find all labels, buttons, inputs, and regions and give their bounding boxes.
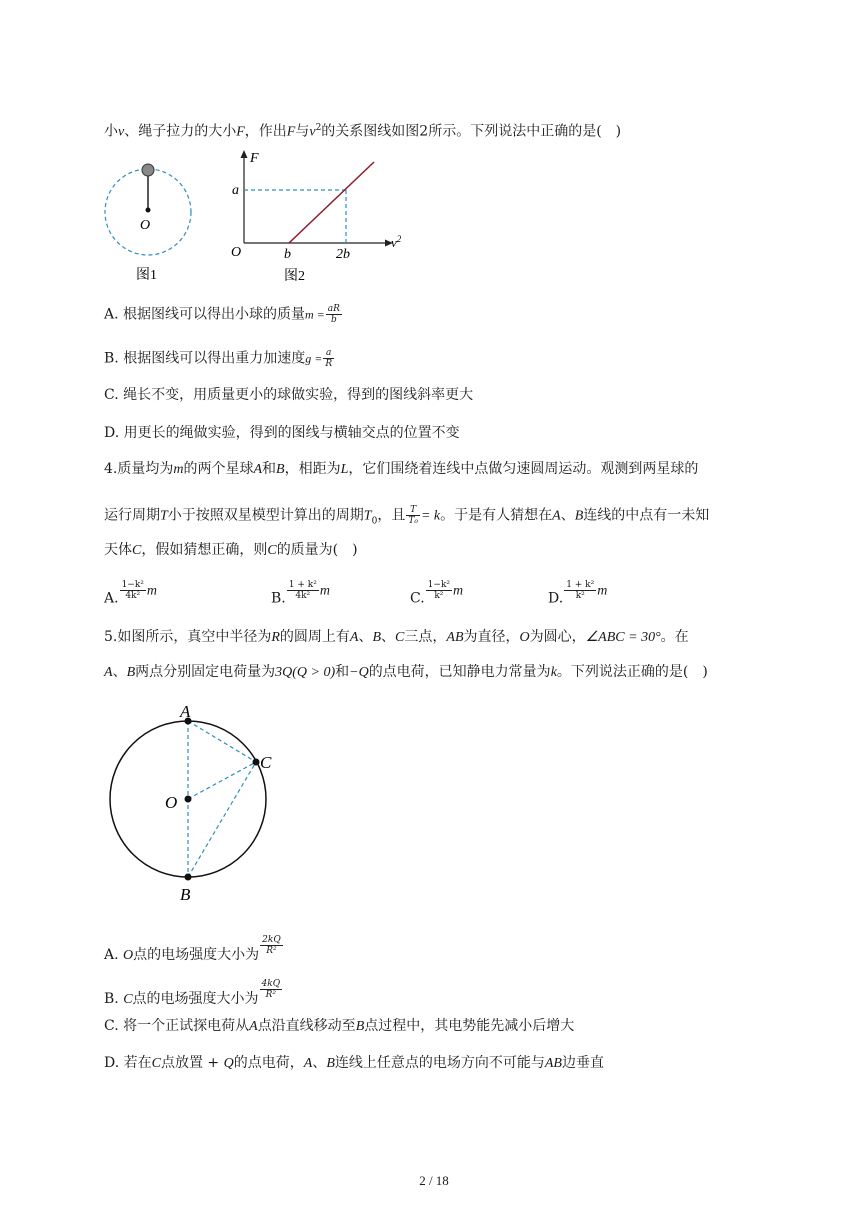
fig2-2b-label: 2b <box>336 247 350 262</box>
fig1-center-label: O <box>140 218 151 233</box>
fig2-origin: O <box>231 245 242 260</box>
fig2-x-label: $v^2$ <box>391 234 402 250</box>
fig2-b-label: b <box>284 247 291 262</box>
q4-option-c[interactable]: C. $\frac{\text{1−k²}}{\text{k²}}$ m <box>410 580 464 607</box>
fig1-center-dot <box>146 208 151 213</box>
fig2-y-arrow <box>241 150 248 158</box>
fig2-y-label: F <box>250 151 259 166</box>
q5-option-d[interactable]: D. 若在C点放置 + Q的点电荷，A、B连线上任意点的电场方向不可能与AB边垂直 <box>104 1055 604 1071</box>
q5-stem-line1: 5.如图所示，真空中半径为R的圆周上有A、B、C三点，AB为直径，O为圆心，∠ABC = 30°。在 <box>104 629 689 645</box>
q5-line-bc <box>188 762 256 877</box>
fig2-graph-line <box>289 162 374 243</box>
q5-label-o: O <box>165 793 178 812</box>
fig1-ball <box>142 164 154 176</box>
q3-intro-line: 小v、绳子拉力的大小F，作出F与$v^2$的关系图线如图2所示。下列说法中正确的是( ) <box>104 123 622 140</box>
q3-option-d[interactable]: D. 用更长的绳做实验，得到的图线与横轴交点的位置不变 <box>104 425 460 441</box>
fig2-a-label: a <box>232 183 239 198</box>
q5-circle-figure <box>100 700 300 910</box>
q4-option-a[interactable]: A. $\frac{\text{1−k²}}{\text{4k²}}$ m <box>104 580 158 607</box>
q5-line-oc <box>188 762 256 799</box>
fig2-caption: 图2 <box>284 269 305 284</box>
q5-label-a: A <box>180 702 191 721</box>
q5-line-ac <box>188 721 256 762</box>
q5-option-a[interactable]: A. O点的电场强度大小为 $\frac{2kQ}{\text{R²}}$ <box>104 935 281 963</box>
q5-stem-line2: A、B两点分别固定电荷量为3Q(Q > 0)和−Q的点电荷，已知静电力常量为k。下列说法正确的是( ) <box>104 664 708 680</box>
q3-option-b[interactable]: B. 根据图线可以得出重力加速度g = $\frac{a}{R}$ <box>104 348 333 369</box>
q5-label-b: B <box>180 885 191 904</box>
page-number: 2 / 18 <box>419 1173 449 1188</box>
q4-stem-line3: 天体C，假如猜想正确，则C的质量为( ) <box>104 542 358 558</box>
q3-option-a[interactable]: A. 根据图线可以得出小球的质量m = $\frac{aR}{b}$ <box>104 304 340 325</box>
q5-point-b <box>185 874 192 881</box>
q5-option-c[interactable]: C. 将一个正试探电荷从A点沿直线移动至B点过程中，其电势能先减小后增大 <box>104 1018 575 1034</box>
q4-option-d[interactable]: D. $\frac{\text{1 + k²}}{\text{k²}}$ m <box>548 580 608 607</box>
figure-2 <box>226 146 416 286</box>
figure-1 <box>98 160 208 280</box>
q5-point-o <box>185 796 192 803</box>
q4-stem-line2: 运行周期T小于按照双星模型计算出的周期$T_0$，且 $\frac{T}{\text{T₀}}$ = k。于是有人猜想在A、B连线的中点有一未知 <box>104 505 710 527</box>
q5-option-b[interactable]: B. C点的电场强度大小为 $\frac{4kQ}{\text{R²}}$ <box>104 979 281 1007</box>
q5-point-c <box>253 759 260 766</box>
q4-stem-line1: 4.质量均为m的两个星球A和B，相距为L，它们围绕着连线中点做匀速圆周运动。观测到两星球的 <box>104 461 699 477</box>
q5-label-c: C <box>260 753 272 772</box>
q4-option-b[interactable]: B. $\frac{\text{1 + k²}}{\text{4k²}}$ m <box>271 580 330 607</box>
q3-option-c[interactable]: C. 绳长不变，用质量更小的球做实验，得到的图线斜率更大 <box>104 387 474 403</box>
fig1-caption: 图1 <box>136 268 157 280</box>
